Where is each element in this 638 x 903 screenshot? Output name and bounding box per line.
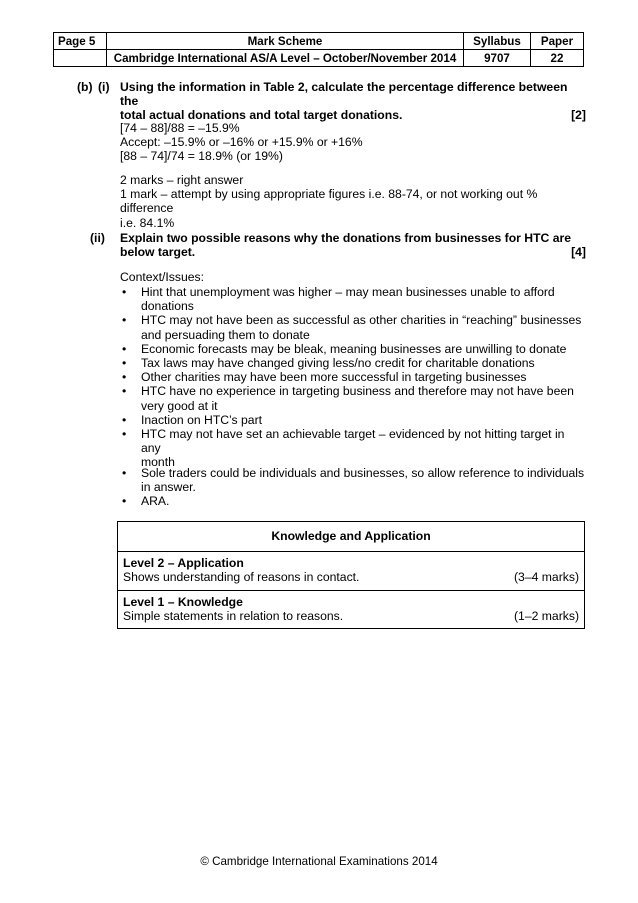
q1-marking-guidance — [120, 173, 586, 230]
page-footer: © Cambridge International Examinations 2014 — [200, 855, 438, 868]
list-item: • HTC have no experience in targeting business and therefore may not have been very good at it — [122, 384, 574, 413]
qualification: Cambridge International AS/A Level – October/November 2014 — [107, 50, 464, 67]
bullet-icon: • — [122, 285, 127, 299]
list-item: • HTC may not have been as successful as other charities in “reaching” businesses and persuading them to donate — [122, 313, 582, 342]
list-item: • Inaction on HTC’s part — [122, 412, 263, 427]
level-marks: (3–4 marks) — [513, 570, 579, 585]
bullet-icon: • — [122, 384, 127, 399]
q2-question-line2: below target. — [120, 245, 196, 260]
list-item: • Hint that unemployment was higher – may mean businesses unable to afford donations — [122, 285, 555, 314]
list-item: • ARA. — [122, 494, 170, 509]
q2-bullet-list — [117, 285, 587, 470]
q2-context-heading: Context/Issues: — [120, 270, 204, 284]
q2-question — [120, 231, 586, 259]
levels-table-title: Knowledge and Application — [118, 522, 585, 552]
list-item: • HTC may not have set an achievable target – evidenced by not hitting target in any month — [122, 427, 565, 470]
level-description: Simple statements in relation to reasons. — [123, 608, 344, 623]
header-table — [53, 32, 584, 67]
list-item: • Sole traders could be individuals and businesses, so allow reference to individuals in answer. — [122, 466, 585, 495]
q1-answer-line: [88 – 74]/74 = 18.9% (or 19%) — [120, 149, 283, 164]
doc-title: Mark Scheme — [107, 33, 464, 50]
syllabus-code: 9707 — [464, 50, 531, 67]
level-description: Shows understanding of reasons in contact. — [123, 570, 360, 585]
bullet-icon: • — [122, 341, 127, 356]
level-marks: (1–2 marks) — [513, 608, 579, 623]
q1-answer-line: Accept: –15.9% or –16% or +15.9% or +16% — [120, 135, 363, 150]
bullet-icon: • — [122, 370, 127, 385]
q1-answer — [120, 121, 586, 164]
header-empty-cell — [54, 50, 107, 67]
q2-extra-bullet-list — [117, 466, 587, 509]
bullet-icon: • — [122, 466, 127, 480]
level-heading: Level 2 – Application — [123, 556, 244, 571]
q1-marking-line: 2 marks – right answer — [120, 173, 244, 187]
levels-table — [117, 521, 585, 629]
list-item: • Tax laws may have changed giving less/no credit for charitable donations — [122, 356, 535, 371]
list-item: • Other charities may have been more successful in targeting businesses — [122, 370, 527, 385]
list-item: • Economic forecasts may be bleak, meaning businesses are unwilling to donate — [122, 341, 567, 356]
paper-code: 22 — [531, 50, 584, 67]
bullet-icon: • — [122, 356, 127, 371]
bullet-icon: • — [122, 494, 127, 509]
level-heading: Level 1 – Knowledge — [123, 594, 243, 609]
q1-marking-line: i.e. 84.1% — [120, 215, 175, 230]
page-label: Page 5 — [54, 33, 107, 50]
q1-question-line1: Using the information in Table 2, calculate the percentage difference between the — [120, 80, 568, 109]
q1-question — [120, 80, 586, 123]
bullet-icon: • — [122, 427, 127, 442]
q2-marks: [4] — [571, 245, 586, 260]
q1-marking-line: 1 mark – attempt by using appropriate figures i.e. 88-74, or not working out % difference — [120, 187, 538, 216]
level-1-cell — [118, 590, 585, 628]
q2-question-line1: Explain two possible reasons why the donations from businesses for HTC are — [120, 231, 572, 245]
bullet-icon: • — [122, 313, 127, 328]
q2-label: (ii) — [90, 231, 105, 245]
paper-label: Paper — [531, 33, 584, 50]
q1-marks: [2] — [571, 108, 586, 123]
level-2-cell — [118, 552, 585, 590]
q1-answer-line: [74 – 88]/88 = –15.9% — [120, 121, 240, 135]
q1-label: (i) — [98, 80, 110, 94]
syllabus-label: Syllabus — [464, 33, 531, 50]
bullet-icon: • — [122, 412, 127, 427]
q1-question-line2: total actual donations and total target donations. — [120, 108, 403, 123]
part-b-label: (b) — [77, 80, 93, 94]
